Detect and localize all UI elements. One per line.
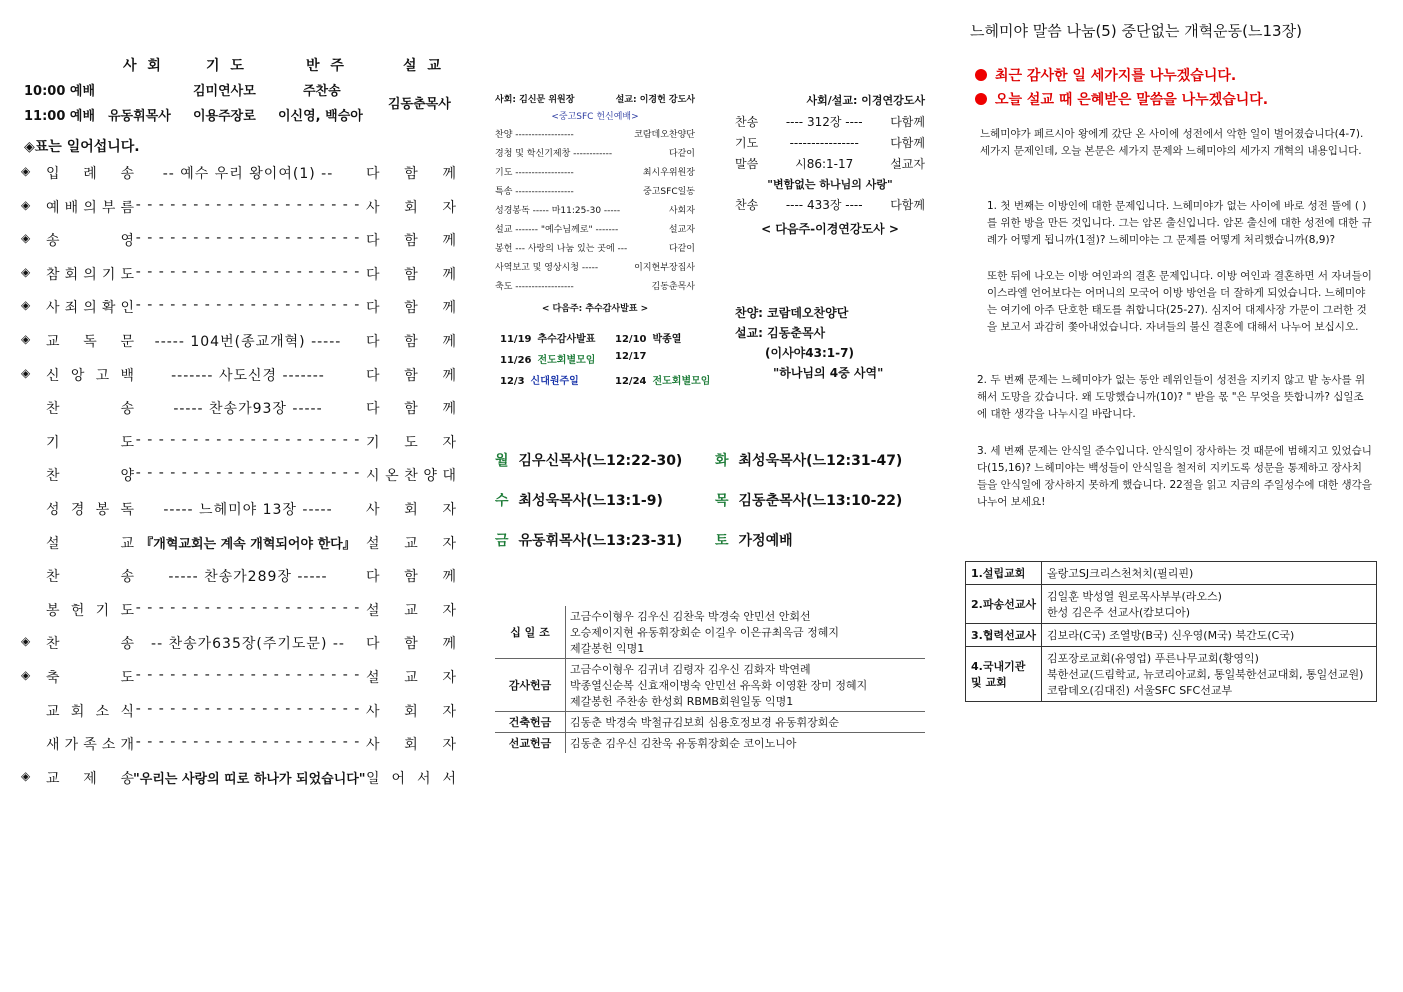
- daily-row: [495, 450, 935, 490]
- order-item-detail: 『개혁교회는 계속 개혁되어야 한다』: [140, 536, 356, 552]
- daily-item: 토 가정예배: [715, 533, 793, 549]
- order-row: [18, 465, 458, 487]
- role-sermon-header: 설 교: [403, 58, 444, 74]
- sharing-point-1: 1. 첫 번째는 이방인에 대한 문제입니다. 느헤미야가 없는 사이에 바로 성전 뜰에 ( )를 위한 방을 만든 것입니다. 그는 암몬 출신입니다. 암몬 출신에 대한 성전에 대한 규례가 어떻게 됩니까(1절)? 느헤미야는 그 문제를 어떻게 처리했습니까(8,9)?: [987, 200, 1372, 246]
- order-item-detail: - - - - - - - - - - - - - - - - - - - -: [135, 196, 361, 213]
- order-item-name: 사 죄 의 확 인: [46, 300, 134, 317]
- sharing-question-1: 최근 감사한 일 세가지를 나누겠습니다.: [975, 65, 1236, 85]
- order-item-leader: 사 회 자: [366, 703, 456, 720]
- order-item-leader: 다 함 께: [366, 233, 456, 250]
- order-row: [18, 633, 458, 655]
- order-item-leader: 사 회 자: [366, 737, 456, 754]
- order-row: [18, 734, 458, 756]
- evening-next: < 다음주-이경연강도사 >: [761, 222, 899, 236]
- order-item-detail: - - - - - - - - - - - - - - - - - - - -: [135, 230, 361, 247]
- offering-row: 건축헌금 김동춘 박경숙 박철규김보희 심용호정보경 유동휘장회순: [495, 712, 925, 733]
- order-item-leader: 시 온 찬 양 대: [366, 468, 456, 485]
- order-item-leader: 설 교 자: [366, 670, 456, 686]
- youth-order-row: 사역보고 및 영상시청 ----- 이지현부장집사: [495, 263, 695, 273]
- service-11-time: 11:00 예배: [24, 109, 96, 124]
- daily-devotion-schedule: [495, 450, 935, 570]
- youth-order-row: 성경봉독 ----- 마11:25-30 ----- 사회자: [495, 206, 695, 216]
- event-item: 12/17: [615, 351, 647, 362]
- order-item-leader: 다 함 께: [366, 367, 456, 384]
- diamond-icon: ◈: [21, 197, 31, 212]
- order-item-leader: 다 함 께: [366, 266, 456, 283]
- daily-row: [495, 490, 935, 530]
- role-prayer-header: 기 도: [206, 58, 247, 74]
- offering-row: 십 일 조 고금수이형우 김우신 김찬욱 박경숙 안민선 안회선 오승제이지현 유동휘장회순 이길우 이은규최옥금 정혜지 제갈봉헌 익명1: [495, 606, 925, 659]
- order-row: [18, 297, 458, 319]
- service-10-time: 10:00 예배: [24, 84, 96, 99]
- missions-table: [965, 561, 1377, 702]
- youth-order-row: 특송 ------------------ 중고SFC일동: [495, 187, 695, 197]
- event-item: 12/24 전도회별모임: [615, 376, 711, 387]
- youth-preacher: 설교: 이경헌 강도사: [615, 95, 695, 105]
- diamond-icon: ◈: [21, 768, 31, 783]
- order-item-leader: 다 함 께: [366, 166, 456, 182]
- daily-item: 금 유동휘목사(느13:23-31): [495, 533, 683, 549]
- order-item-leader: 다 함 께: [366, 300, 456, 317]
- event-item: 12/10 박종열: [615, 334, 682, 345]
- service-10-accompany: 주찬송: [303, 84, 341, 99]
- mission-row: 2.파송선교사 김일훈 박성열 원로목사부부(라오스) 한성 김은주 선교사(캄보디아): [966, 585, 1377, 624]
- diamond-icon: ◈: [21, 298, 31, 313]
- youth-order-row: 축도 ------------------ 김동춘목사: [495, 282, 695, 292]
- red-dot-icon: [975, 93, 987, 105]
- order-item-leader: 다 함 께: [366, 401, 456, 418]
- order-item-detail: ----- 느헤미야 13장 -----: [163, 502, 333, 518]
- order-item-detail: -- 예수 우리 왕이여(1) --: [162, 166, 334, 182]
- evening-order-row: 말씀 시86:1-17 설교자: [735, 157, 925, 171]
- youth-order-row: 설교 ------- "예수님께로" ------- 설교자: [495, 225, 695, 235]
- diamond-icon: ◈: [21, 365, 31, 380]
- youth-host: 사회: 김신문 위원장: [495, 95, 575, 105]
- evening-header: 사회/설교: 이경연강도사: [806, 94, 925, 107]
- order-item-leader: 다 함 께: [366, 569, 456, 586]
- order-row: [18, 365, 458, 387]
- order-item-name: 교 회 소 식: [46, 703, 134, 720]
- red-dot-icon: [975, 69, 987, 81]
- order-item-detail: - - - - - - - - - - - - - - - - - - - -: [135, 667, 361, 683]
- order-row: [18, 768, 458, 790]
- evening-worship-box: [735, 92, 925, 237]
- order-row: [18, 398, 458, 420]
- service-11-prayer: 이용주장로: [193, 109, 256, 124]
- sharing-intro: 느헤미야가 페르시아 왕에게 갔단 온 사이에 성전에서 악한 일이 벌어졌습니다(4-7). 세가지 문제인데, 오늘 본문은 세가지 문제와 느헤미야의 세가지 개혁의 내용입니다.: [980, 128, 1364, 157]
- order-item-leader: 설 교 자: [366, 535, 456, 552]
- order-item-detail: - - - - - - - - - - - - - - - - - - - -: [135, 297, 361, 314]
- daily-item: 수 최성욱목사(느13:1-9): [495, 493, 663, 509]
- order-item-detail: ------- 사도신경 -------: [171, 367, 325, 384]
- order-item-name: 찬 송: [46, 636, 134, 653]
- mission-row: 1.설립교회 올랑고SJ크리스천처치(필리핀): [966, 562, 1377, 585]
- order-item-name: 참 회 의 기 도: [46, 266, 134, 283]
- order-item-name: 찬 양: [46, 468, 134, 485]
- sharing-point-3: 3. 세 번째 문제는 안식일 준수입니다. 안식일이 장사하는 것 때문에 범해지고 있었습니다(15,16)? 느헤미야는 백성들이 안식일을 철저히 지키도록 성문을 통제하고 장사치들을 안식일에 장사하지 못하게 했습니다. 22절을 읽고 지금의 주일성수에 대한 생각을 나누어 보세요!: [977, 445, 1372, 508]
- youth-worship-box: [495, 92, 695, 314]
- order-item-name: 성 경 봉 독: [46, 502, 134, 518]
- diamond-icon: ◈: [21, 231, 31, 246]
- service-11-accompany: 이신영, 백승아: [278, 109, 363, 124]
- order-row: [18, 331, 458, 353]
- order-row: [18, 600, 458, 622]
- order-item-leader: 사 회 자: [366, 502, 456, 518]
- service-10-prayer: 김미연사모: [193, 84, 256, 99]
- order-item-name: 송 영: [46, 233, 134, 250]
- order-row: [18, 197, 458, 219]
- sharing-question-2: 오늘 설교 때 은혜받은 말씀을 나누겠습니다.: [975, 89, 1268, 109]
- youth-next: < 다음주: 추수감사발표 >: [541, 304, 649, 314]
- order-item-detail: ----- 찬송가93장 -----: [173, 401, 323, 418]
- role-accompany-header: 반 주: [306, 58, 347, 74]
- order-item-name: 새 가 족 소 개: [46, 737, 134, 754]
- evening-theme: "변함없는 하나님의 사랑": [767, 178, 893, 191]
- diamond-icon: ◈: [21, 332, 31, 346]
- event-item: 12/3 신대원주일: [500, 376, 579, 387]
- sharing-point-2: 2. 두 번째 문제는 느헤미야가 없는 동안 레위인들이 성전을 지키지 않고 밭 농사를 위해서 도망을 갔습니다. 왜 도망했습니까(10)? " 받을 몫 "은 무엇을 뜻합니까? 십일조에 대한 생각을 나누시길 바랍니다.: [977, 374, 1366, 420]
- youth-order-row: 기도 ------------------ 최시우위원장: [495, 168, 695, 178]
- afternoon-worship: 찬양: 코람데오찬양단 설교: 김동춘목사 (이사야43:1-7) "하나님의 4중 사역": [735, 306, 884, 380]
- offerings-table: [495, 606, 925, 753]
- order-item-detail: ----- 104번(종교개혁) -----: [154, 334, 342, 350]
- events-calendar: [500, 330, 730, 393]
- diamond-icon: ◈: [21, 668, 31, 682]
- order-item-detail: - - - - - - - - - - - - - - - - - - - -: [135, 263, 361, 280]
- order-row: [18, 566, 458, 588]
- order-item-detail: - - - - - - - - - - - - - - - - - - - -: [135, 734, 361, 751]
- offering-row: 감사헌금 고금수이형우 김귀녀 김령자 김우신 김화자 박연례 박종열신순복 신효재이병숙 안민선 유옥화 이영환 장미 정혜지 제갈봉헌 주찬송 한성회 RBMB회원일동 익명1: [495, 659, 925, 712]
- event-item: 11/26 전도회별모임: [500, 355, 596, 366]
- order-item-detail: "우리는 사랑의 띠로 하나가 되었습니다": [133, 771, 366, 787]
- order-row: [18, 432, 458, 454]
- order-item-leader: 다 함 께: [366, 636, 456, 653]
- order-item-leader: 설 교 자: [366, 602, 456, 619]
- evening-song2: 찬송 ---- 433장 ---- 다함께: [735, 198, 925, 212]
- order-row: [18, 230, 458, 252]
- order-row: [18, 499, 458, 521]
- event-row: [500, 351, 730, 372]
- mission-row: 4.국내기관 및 교회 김포장로교회(유영업) 푸른나무교회(황영익) 북한선교(드림학교, 뉴코리아교회, 통일북한선교대회, 통일선교원) 코람데오(김대진) 서울SFC SFC선교부: [966, 647, 1377, 702]
- order-item-name: 찬 송: [46, 401, 134, 418]
- order-row: [18, 264, 458, 286]
- preacher-name: 김동춘목사: [388, 97, 451, 112]
- order-item-name: 교 제 송: [46, 770, 134, 787]
- order-item-detail: - - - - - - - - - - - - - - - - - - - -: [135, 465, 361, 482]
- youth-title: <중고SFC 헌신예배>: [551, 112, 639, 122]
- order-item-name: 예 배 의 부 름: [46, 199, 134, 216]
- order-item-detail: - - - - - - - - - - - - - - - - - - - -: [135, 700, 361, 717]
- order-item-name: 신 앙 고 백: [46, 367, 134, 384]
- order-item-name: 교 독 문: [46, 334, 134, 350]
- order-row: [18, 701, 458, 723]
- daily-item: 월 김우신목사(느12:22-30): [495, 453, 683, 469]
- order-item-leader: 다 함 께: [366, 334, 456, 350]
- order-item-leader: 기 도 자: [366, 434, 456, 451]
- sharing-point-1b: 또한 뒤에 나오는 이방 여인과의 결혼 문제입니다. 이방 여인과 결혼하면 서 자녀들이 이스라엘 언어보다는 어머니의 모국어 이방 방언을 더 잘하게 되었습니다. 느헤미야는 여기에 아주 단호한 태도를 취합니다(25-27). 심지어 대제사장 가문이 그러한 것을 보고서 과감히 쫓아내었습니다. 자녀들의 불신 결혼에 대해서 나누어 보십시오.: [987, 270, 1372, 333]
- order-item-leader: 일 어 서 서: [366, 770, 456, 787]
- youth-order-row: 경청 및 학신기제창 ------------ 다같이: [495, 149, 695, 159]
- role-host-header: 사 회: [123, 58, 164, 74]
- mission-row: 3.협력선교사 김보라(C국) 조열방(B국) 신우영(M국) 북간도(C국): [966, 624, 1377, 647]
- order-item-detail: - - - - - - - - - - - - - - - - - - - -: [135, 431, 361, 448]
- order-item-name: 설 교: [46, 535, 134, 552]
- order-item-detail: ----- 찬송가289장 -----: [168, 569, 328, 586]
- event-row: [500, 372, 730, 393]
- diamond-icon: ◈: [21, 264, 31, 279]
- order-item-detail: -- 찬송가635장(주기도문) --: [151, 636, 345, 653]
- order-item-name: 입 례 송: [46, 166, 134, 182]
- daily-item: 화 최성욱목사(느12:31-47): [715, 453, 903, 469]
- order-item-name: 봉 헌 기 도: [46, 602, 134, 619]
- order-row: [18, 667, 458, 689]
- order-item-name: 축 도: [46, 670, 134, 686]
- youth-order-row: 봉헌 --- 사랑의 나눔 있는 곳에 --- 다같이: [495, 244, 695, 254]
- daily-row: [495, 530, 935, 570]
- order-item-name: 찬 송: [46, 569, 134, 586]
- evening-order-row: 찬송 ---- 312장 ---- 다함께: [735, 115, 925, 129]
- sharing-title: 느헤미야 말씀 나눔(5) 중단없는 개혁운동(느13장): [970, 22, 1302, 40]
- offering-row: 선교헌금 김동춘 김우신 김찬욱 유동휘장회순 코이노니아: [495, 733, 925, 754]
- order-item-detail: - - - - - - - - - - - - - - - - - - - -: [135, 599, 361, 616]
- daily-item: 목 김동춘목사(느13:10-22): [715, 493, 903, 509]
- evening-order-row: 기도 ---------------- 다함께: [735, 136, 925, 150]
- event-item: 11/19 추수감사발표: [500, 334, 596, 345]
- order-row: [18, 163, 458, 185]
- diamond-icon: ◈: [21, 634, 31, 649]
- stand-note: ◈표는 일어섭니다.: [24, 139, 140, 155]
- event-row: [500, 330, 730, 351]
- youth-order-row: 찬양 ------------------ 코람데오찬양단: [495, 130, 695, 140]
- order-item-leader: 사 회 자: [366, 199, 456, 216]
- diamond-icon: ◈: [21, 164, 31, 178]
- order-item-name: 기 도: [46, 434, 134, 451]
- service-11-host: 유동휘목사: [108, 109, 171, 124]
- order-row: [18, 533, 458, 555]
